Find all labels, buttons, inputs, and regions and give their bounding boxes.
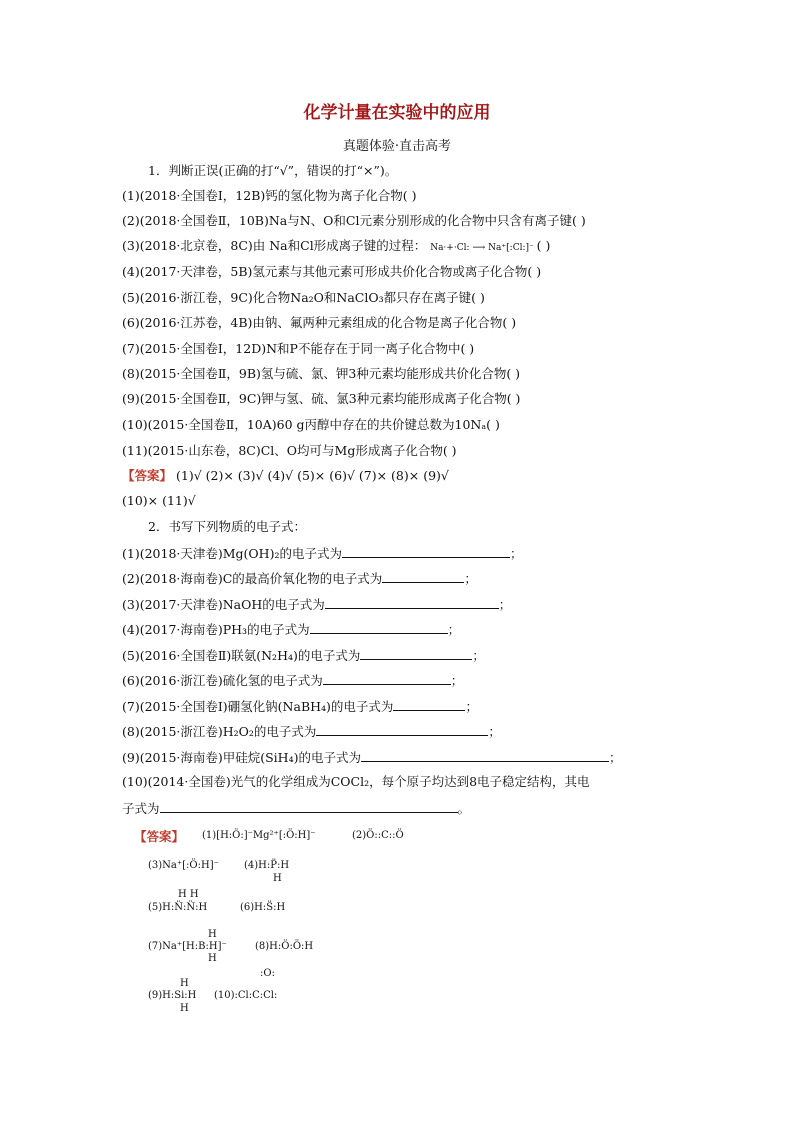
electron-formula-7: (7)Na⁺[H:B:H]⁻: [148, 941, 227, 952]
q2-item-2-end: ；: [464, 571, 477, 586]
electron-formula-9: (9)H:Si:H: [148, 990, 197, 1001]
q1-item-7: (7)(2015·全国卷Ⅰ，12D)N和P不能存在于同一离子化合物中( ): [122, 341, 475, 356]
q2-item-8: [122, 723, 501, 740]
q1-item-3-text: (3)(2018·北京卷，8C)由 Na和Cl形成离子键的过程：: [122, 238, 427, 253]
q1-item-4: (4)(2017·天津卷，5B)氢元素与其他元素可形成共价化合物或离子化合物( ): [122, 264, 542, 279]
q1-item-8: (8)(2015·全国卷Ⅱ，9B)氢与硫、氯、钾3种元素均能形成共价化合物( ): [122, 366, 521, 381]
q2-item-10-end: 。: [457, 801, 471, 816]
answer-blank[interactable]: [382, 570, 464, 583]
q1-item-11: (11)(2015·山东卷，8C)Cl、O均可与Mg形成离子化合物( ): [122, 443, 457, 458]
q2-item-10-text: 子式为: [122, 801, 160, 816]
q2-item-5-end: ；: [472, 648, 485, 663]
electron-formula-4: (4)H:P̈:H: [244, 860, 290, 871]
page-subtitle: 真题体验·直击高考: [342, 139, 452, 154]
q2-item-9-end: ；: [608, 750, 622, 765]
answer-blank[interactable]: [360, 647, 472, 660]
answer-blank[interactable]: [316, 723, 488, 736]
q2-item-6: [122, 672, 463, 689]
q1-item-9: (9)(2015·全国卷Ⅱ，9C)钾与氢、硫、氯3种元素均能形成离子化合物( ): [122, 391, 521, 406]
q2-item-5: [122, 647, 485, 664]
q2-item-1-text: (1)(2018·天津卷)Mg(OH)₂的电子式为: [122, 546, 342, 561]
answer-label: 【答案】: [122, 468, 173, 483]
electron-formula-7-bottom: H: [208, 953, 217, 964]
q1-item-2: (2)(2018·全国卷Ⅱ，10B)Na与N、O和Cl元素分别形成的化合物中只含有离子键( ): [122, 213, 586, 228]
answer-blank[interactable]: [310, 621, 448, 634]
q2-item-6-text: (6)(2016·浙江卷)硫化氢的电子式为: [122, 673, 323, 688]
q2-item-8-text: (8)(2015·浙江卷)H₂O₂的电子式为: [122, 724, 317, 739]
electron-formula-4-bottom: H: [273, 873, 282, 884]
q1-item-5: (5)(2016·浙江卷，9C)化合物Na₂O和NaClO₃都只存在离子键( ): [122, 290, 485, 305]
equation-left: Na·+·Cl:: [430, 243, 470, 253]
q1-answer-cont: (10)× (11)√: [122, 493, 196, 508]
q1-answer: [122, 468, 449, 484]
electron-formula-2: (2)Ö::C::Ö: [352, 830, 404, 841]
q1-heading: 1．判断正误(正确的打“√”，错误的打“×”)。: [148, 163, 398, 178]
q2-item-1-end: ；: [509, 546, 523, 561]
q2-item-5-text: (5)(2016·全国卷Ⅱ)联氨(N₂H₄)的电子式为: [122, 648, 361, 663]
q2-answer: [134, 829, 184, 845]
answer-blank[interactable]: [160, 800, 458, 813]
q1-item-6: (6)(2016·江苏卷，4B)由钠、氟两种元素组成的化合物是离子化合物( ): [122, 315, 517, 330]
q2-item-3-text: (3)(2017·天津卷)NaOH的电子式为: [122, 597, 325, 612]
q2-item-2-text: (2)(2018·海南卷)C的最高价氧化物的电子式为: [122, 571, 383, 586]
q2-heading: 2．书写下列物质的电子式：: [148, 519, 306, 534]
q2-item-2: [122, 570, 477, 587]
electron-formula-10-top: :O:: [260, 968, 275, 979]
electron-formula-1: (1)[H:Ö:]⁻Mg²⁺[:Ö:H]⁻: [202, 830, 316, 841]
electron-formula-9-top: H: [180, 978, 189, 989]
answer-text-1: (1)√ (2)× (3)√ (4)√ (5)× (6)√ (7)× (8)× (9)√: [176, 468, 449, 483]
q2-item-4: [122, 621, 460, 638]
q2-item-9-text: (9)(2015·海南卷)甲硅烷(SiH₄)的电子式为: [122, 750, 361, 765]
electron-formula-5: (5)H:N̈:N̈:H: [148, 902, 208, 913]
answer-blank[interactable]: [325, 596, 499, 609]
q2-item-8-end: ；: [488, 724, 501, 739]
arrow-icon: ⟶: [472, 243, 486, 253]
q1-item-10: (10)(2015·全国卷Ⅱ，10A)60 g丙醇中存在的共价键总数为10Nₐ( ): [122, 417, 500, 432]
answer-blank[interactable]: [323, 672, 451, 685]
answer-label: 【答案】: [134, 829, 185, 844]
electron-formula-3: (3)Na⁺[:Ö:H]⁻: [148, 860, 219, 871]
q2-item-7-end: ；: [465, 699, 478, 714]
q1-item-3-paren: ( ): [536, 238, 551, 253]
answer-blank[interactable]: [361, 749, 609, 762]
q2-item-6-end: ；: [450, 673, 464, 688]
electron-formula-9-bottom: H: [180, 1003, 189, 1014]
equation-right: Na⁺[:Cl:]⁻: [488, 243, 534, 253]
q2-item-7: [122, 698, 478, 715]
electron-formula-8: (8)H:Ö:Ö:H: [255, 941, 314, 952]
q2-item-9: [122, 749, 622, 766]
answer-blank[interactable]: [342, 545, 510, 558]
q2-item-7-text: (7)(2015·全国卷Ⅰ)硼氢化钠(NaBH₄)的电子式为: [122, 699, 394, 714]
page-title: 化学计量在实验中的应用: [303, 103, 491, 123]
q2-item-1: [122, 545, 522, 562]
electron-formula-6: (6)H:S̈:H: [240, 902, 286, 913]
q2-item-10-line2: [122, 800, 470, 817]
q2-item-10-line1: (10)(2014·全国卷)光气的化学组成为COCl₂，每个原子均达到8电子稳定结构，其电: [122, 774, 590, 789]
electron-formula-5-top: H H: [178, 889, 199, 900]
q1-item-3: [122, 238, 550, 256]
electron-formula-7-top: H: [208, 929, 217, 940]
q2-item-4-text: (4)(2017·海南卷)PH₃的电子式为: [122, 622, 310, 637]
q2-item-4-end: ；: [447, 622, 461, 637]
q2-item-3-end: ；: [498, 597, 512, 612]
q1-item-1: (1)(2018·全国卷Ⅰ，12B)钙的氢化物为离子化合物( ): [122, 188, 417, 203]
ionic-bond-formation-equation: [430, 243, 536, 253]
answer-blank[interactable]: [393, 698, 465, 711]
electron-formula-10: (10):Cl:C:Cl:: [214, 990, 278, 1001]
q2-item-3: [122, 596, 511, 613]
